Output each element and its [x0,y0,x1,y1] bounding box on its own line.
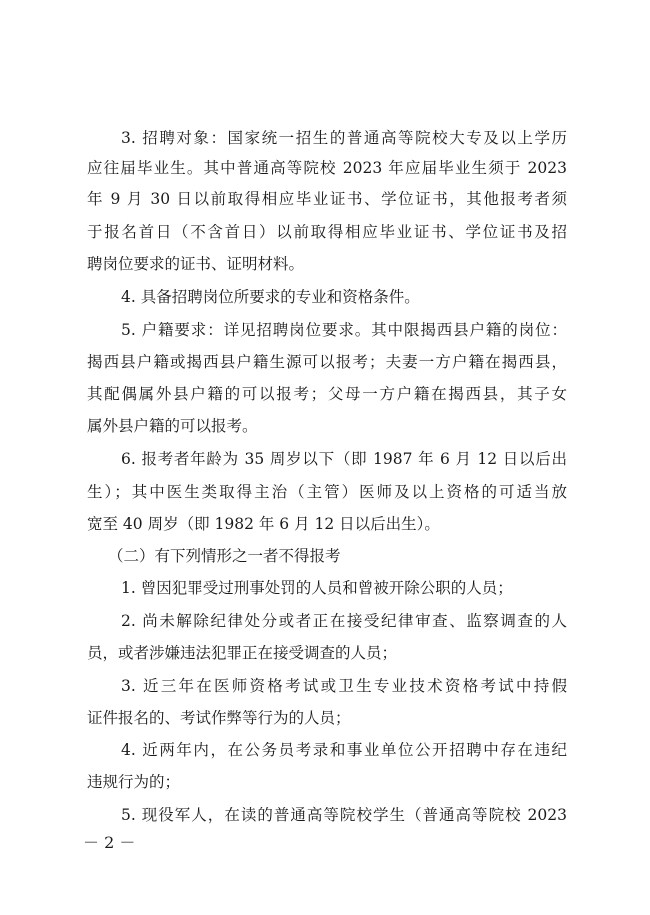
paragraph-line: 3. 招聘对象：国家统一招生的普通高等院校大专及以上学历 [121,129,567,147]
paragraph-line: 属外县户籍的可以报考。 [87,417,258,435]
paragraph-line: 宽至 40 周岁（即 1982 年 6 月 12 日以后出生）。 [87,515,440,533]
section-heading: （二）有下列情形之一者不得报考 [108,547,341,565]
paragraph-line: 1. 曾因犯罪受过刑事处罚的人员和曾被开除公职的人员； [121,579,513,597]
paragraph-line: 4. 近两年内，在公务员考录和事业单位公开招聘中存在违纪 [121,741,567,759]
paragraph-line: 5. 现役军人，在读的普通高等院校学生（普通高等院校 2023 [121,806,567,824]
paragraph-line: 应往届毕业生。其中普通高等院校 2023 年应届毕业生须于 2023 [87,159,567,177]
paragraph-line: 违规行为的； [87,773,181,791]
paragraph-line: 4. 具备招聘岗位所要求的专业和资格条件。 [121,288,420,306]
paragraph-line: 2. 尚未解除纪律处分或者正在接受纪律审查、监察调查的人 [121,612,567,630]
paragraph-line: 5. 户籍要求：详见招聘岗位要求。其中限揭西县户籍的岗位： [121,321,567,339]
paragraph-line: 员，或者涉嫌违法犯罪正在接受调查的人员； [87,644,398,662]
paragraph-line: 揭西县户籍或揭西县户籍生源可以报考；夫妻一方户籍在揭西县， [87,353,567,371]
page-number: － 2 － [83,833,136,852]
paragraph-line: 6. 报考者年龄为 35 周岁以下（即 1987 年 6 月 12 日以后出 [121,450,567,468]
paragraph-line: 其配偶属外县户籍的可以报考；父母一方户籍在揭西县，其子女 [87,385,567,403]
paragraph-line: 于报名首日（不含首日）以前取得相应毕业证书、学位证书及招 [87,223,567,241]
paragraph-line: 生）；其中医生类取得主治（主管）医师及以上资格的可适当放 [87,483,567,501]
paragraph-line: 3. 近三年在医师资格考试或卫生专业技术资格考试中持假 [121,677,567,695]
paragraph-line: 聘岗位要求的证书、证明材料。 [87,255,305,273]
paragraph-line: 证件报名的、考试作弊等行为的人员； [87,709,351,727]
paragraph-line: 年 9 月 30 日以前取得相应毕业证书、学位证书，其他报考者须 [87,190,567,208]
